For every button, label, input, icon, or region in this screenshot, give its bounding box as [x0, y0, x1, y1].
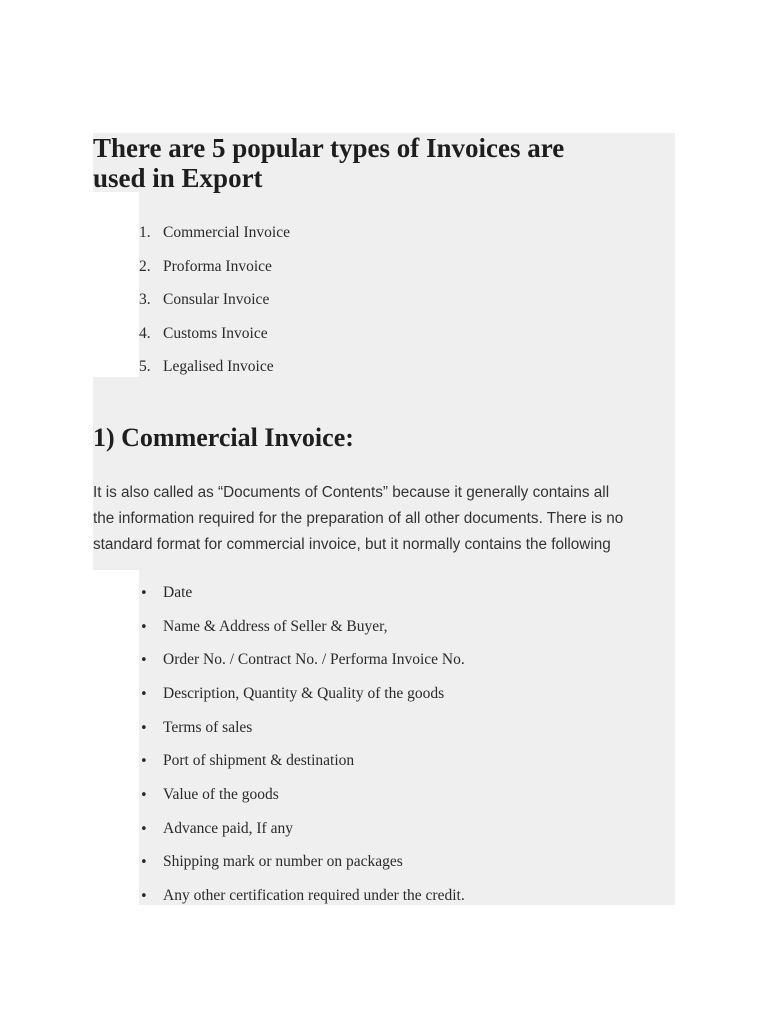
list-item: [139, 257, 290, 277]
list-item-label: Date: [163, 584, 193, 601]
list-item-label: Commercial Invoice: [163, 224, 290, 241]
paragraph-line: It is also called as “Documents of Contents” because it generally contains all: [93, 484, 610, 501]
bullet-icon: •: [140, 686, 148, 702]
commercial-invoice-description: [93, 480, 623, 559]
list-item: [139, 223, 290, 243]
bullet-icon: •: [140, 787, 148, 803]
list-item-label: Any other certification required under the credit.: [163, 886, 465, 904]
bullet-icon: •: [140, 888, 148, 904]
list-item: [139, 785, 465, 805]
list-item-label: Port of shipment & destination: [163, 752, 355, 770]
section-heading-commercial-invoice: 1) Commercial Invoice:: [93, 423, 354, 452]
commercial-invoice-contents-list: [139, 583, 465, 920]
list-item-label: Shipping mark or number on packages: [163, 853, 403, 871]
bullet-icon: •: [140, 720, 148, 736]
invoice-types-list: [139, 223, 290, 391]
paragraph-line: the information required for the preparation of all other documents. There is no: [93, 510, 624, 528]
list-item: [139, 886, 465, 906]
list-item-label: Terms of sales: [163, 718, 253, 736]
list-item: [139, 650, 465, 670]
list-number: 2.: [139, 257, 151, 275]
page-title-line: There are 5 popular types of Invoices are: [93, 133, 565, 163]
bullet-icon: •: [140, 855, 148, 871]
list-item: [139, 751, 465, 771]
list-item-label: Customs Invoice: [163, 324, 268, 342]
list-item: [139, 684, 465, 704]
page-title: [93, 133, 564, 193]
list-item-label: Description, Quantity & Quality of the goods: [163, 684, 445, 702]
list-item-label: Proforma Invoice: [163, 257, 272, 275]
list-item: [139, 357, 290, 377]
list-item: [139, 324, 290, 344]
bullet-icon: •: [140, 653, 148, 669]
paragraph-line: standard format for commercial invoice, but it normally contains the following: [93, 536, 611, 554]
list-number: 1.: [139, 224, 151, 241]
list-item: [139, 718, 465, 738]
list-item-label: Consular Invoice: [163, 291, 270, 308]
bullet-icon: •: [140, 754, 148, 770]
bullet-icon: •: [140, 586, 148, 601]
list-item-label: Advance paid, If any: [163, 819, 293, 837]
list-number: 4.: [139, 324, 151, 342]
list-item: [139, 819, 465, 839]
page-title-line: used in Export: [93, 163, 263, 193]
bullet-icon: •: [140, 821, 148, 837]
list-item-label: Name & Address of Seller & Buyer,: [163, 617, 388, 635]
list-item: [139, 852, 465, 872]
list-number: 5.: [139, 358, 151, 375]
list-item-label: Legalised Invoice: [163, 358, 274, 375]
list-item-label: Order No. / Contract No. / Performa Invoice No.: [163, 651, 465, 669]
bullet-icon: •: [140, 619, 148, 635]
list-item: [139, 290, 290, 310]
list-item: [139, 617, 465, 637]
list-number: 3.: [139, 291, 151, 308]
list-item-label: Value of the goods: [163, 785, 279, 803]
list-item: [139, 583, 465, 603]
